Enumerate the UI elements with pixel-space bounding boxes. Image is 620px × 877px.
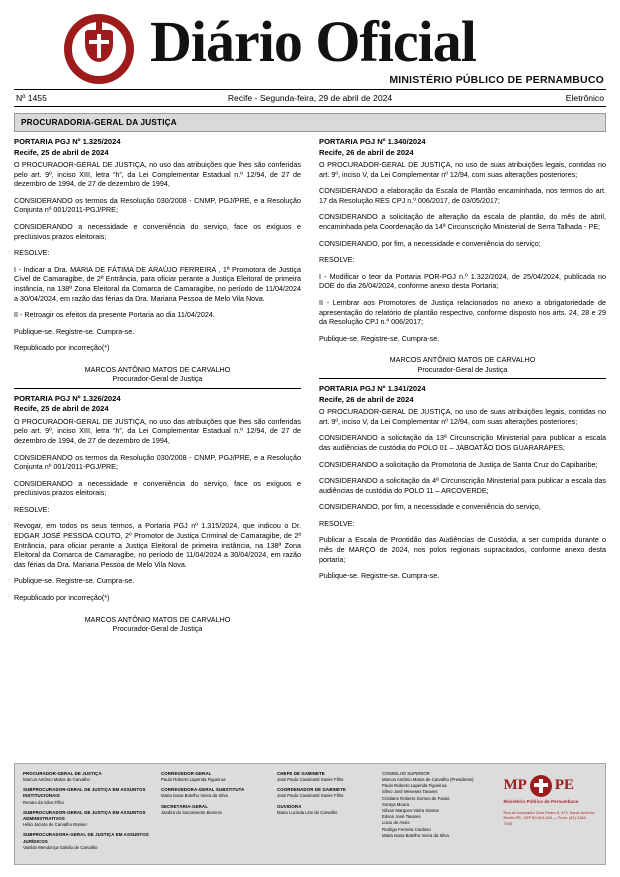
act-signature [319,355,606,374]
column-right [315,137,606,637]
footer-column-corregedoria [161,771,271,855]
footer-entry [161,804,271,816]
act-paragraph: CONSIDERANDO a necessidade e conveniência do serviço, face os exíguos e preclusivos prazos eleitorais; [14,221,301,241]
act-paragraph: Publique-se. Registre-se. Cumpra-se. [14,326,135,336]
footer-entry-name: Marcos Antônio Matos de Carvalho [23,776,90,782]
act-paragraph: II - Retroagir os efeitos da presente Portaria ao dia 11/04/2024. [14,310,215,320]
act-paragraph: Republicado por incorreção(*) [14,593,110,603]
act-paragraph: Publique-se. Registre-se. Cumpra-se. [14,576,135,586]
act-paragraph: II - Lembrar aos Promotores de Justiça relacionados no anexo a obrigatoriedade de apresentação do relatório de plantão respectivo, conforme disposto nos arts. 24, 28 e 29 da Resolução CPJ n.º 006/2017; [319,297,606,327]
footer-entry-name: José Paulo Cavalcanti Xavier Filho [277,776,344,782]
footer-column-pgj [23,771,155,855]
footer-entry-title: CONSELHO SUPERIOR [382,770,430,776]
footer-entry-name: Vanildo Mendonça Galvão de Carvalho [23,844,98,850]
footer-entry-name: José Paulo Cavalcanti Xavier Filho [277,793,344,799]
logo-crest-icon [530,775,552,797]
footer-entry-title: OUVIDORA [277,803,302,809]
act-paragraph: CONSIDERANDO a necessidade e conveniência do serviço, face os exíguos e preclusivos prazos eleitorais; [14,478,301,498]
footer-entry-name: Rodrigo Ferreira Cardoso [382,826,431,832]
act-paragraph: CONSIDERANDO a solicitação da Promotoria de Justiça de Santa Cruz do Capibaribe; [319,459,598,469]
act-paragraph: RESOLVE: [319,255,355,265]
logo-pe-text: PE [554,777,574,794]
footer-entry-name: Maria Lucinda Lins de Carvalho [277,809,338,815]
footer-column-conselho [382,771,498,855]
act-paragraph: Revogar, em todos os seus termos, a Portaria PGJ nº 1.315/2024, que indicou o Dr. EDGAR JOSÉ PESSOA COUTO, 2º Promotor de Justiça Criminal de Camaragibe, de 2ª Entrância, para oficiar perante a Justiça Eleitoral de primeira instância, na 138ª Zona Eleitoral da Comarca de Camaragibe, no período de 11/04/2024 a 30/04/2024, em razão das férias da Dra. Mariana Pessoa de Melo Vila Nova. [14,521,301,569]
act-title: PORTARIA PGJ Nº 1.325/2024 [14,137,121,146]
act-paragraph: O PROCURADOR-GERAL DE JUSTIÇA, no uso de suas atribuições legais, contidas no art. 9º, inciso V, da Lei Complementar nº 12/94, com suas alterações posteriores; [319,160,606,179]
masthead-subtitle: MINISTÉRIO PÚBLICO DE PERNAMBUCO [389,74,604,86]
masthead-title-block [136,9,606,86]
act-paragraph: O PROCURADOR-GERAL DE JUSTIÇA, no uso das atribuições que lhes são conferidas pelo art. 9º, inciso XIII, letra “h”, da Lei Complementar Estadual n.º 12/94, de 27 de dezembro de 1994, de 27 de dezembro de 1994, [14,160,301,189]
footer-entry-title: COORDENADOR DE GABINETE [277,787,346,793]
footer-entry-title: CORREGEDORA-GERAL SUBSTITUTA [161,787,245,793]
footer-entry-name: Sílvio José Meneses Tavares [382,789,438,795]
logo-mp-text: MP [503,777,527,794]
footer-entry-title: SUBPROCURADOR-GERAL DE JUSTIÇA EM ASSUNTOS ADMINISTRATIVOS [23,809,146,821]
issue-number: Nº 1455 [16,93,47,103]
act-paragraph: Publicar a Escala de Prontidão das Audiências de Custódia, a ser cumprida durante o mês de MARÇO de 2024, nos polos regionais supracitados, conforme anexo desta portaria; [319,535,606,564]
issue-bar [14,89,606,107]
divider [14,388,301,389]
act-paragraph: CONSIDERANDO, por fim, a necessidade e conveniência do serviço, [319,502,541,512]
footer-masthead [14,763,606,865]
act-date: Recife, 25 de abril de 2024 [14,147,109,157]
footer-entry-name: Paulo Roberto Lapenda Figueiroa [382,783,447,789]
act-item [319,137,606,374]
signature-name: MARCOS ANTÔNIO MATOS DE CARVALHO [84,614,231,624]
signature-role: Procurador-Geral de Justiça [112,624,203,634]
act-paragraph: Publique-se. Registre-se. Cumpra-se. [319,333,440,343]
footer-entry [277,787,376,799]
footer-entry-name: Maria Ivana Botelho Vieira da Silva [161,793,228,799]
footer-entry-title: PROCURADOR-GERAL DE JUSTIÇA [23,770,102,776]
act-paragraph: CONSIDERANDO, por fim, a necessidade e conveniência do serviço; [319,238,541,248]
footer-entry [277,771,376,783]
act-paragraph: CONSIDERANDO a solicitação da 4ª Circunscrição Ministerial para publicar a escala das audiências de custódia do POLO 11 – ARCOVERDE; [319,476,606,495]
act-title: PORTARIA PGJ Nº 1.341/2024 [319,384,426,394]
act-paragraph: RESOLVE: [14,248,50,258]
footer-entry-name: Maria Ivana Botelho Vieira da Silva [382,832,449,838]
act-paragraph: CONSIDERANDO a solicitação de alteração da escala de plantão, do mês de abril, encaminhada pela Coordenação da 14ª Circunscrição Ministerial de Serra Talhada - PE; [319,212,606,231]
issue-format: Eletrônico [565,93,604,103]
footer-entry [23,787,155,806]
issue-date: Recife - Segunda-feira, 29 de abril de 2024 [227,93,393,103]
footer-entry-title: CORREGEDOR-GERAL [161,770,212,776]
signature-role: Procurador-Geral de Justiça [112,374,203,384]
footer-entry-name: Lúcio de Assis [382,820,410,826]
act-date: Recife, 26 de abril de 2024 [319,394,414,404]
mppe-crest-icon [62,12,136,86]
footer-entry-name: Jandira do Sacramento Bezerra [161,809,222,815]
signature-name: MARCOS ANTÔNIO MATOS DE CARVALHO [84,364,231,374]
signature-role: Procurador-Geral de Justiça [417,364,508,374]
divider [319,378,606,379]
act-paragraph: O PROCURADOR-GERAL DE JUSTIÇA, no uso das atribuições que lhes são conferidas pelo art. 9º, inciso XIII, letra “h”, da Lei Complementar Estadual n.º 12/94, de 27 de dezembro de 1994, de 27 de dezembro de 1994, [14,416,301,445]
act-paragraph: I - Indicar a Dra. MARIA DE FÁTIMA DE ARAÚJO FERREIRA , 1ª Promotora de Justiça Cível de Camaragibe, de 2ª Entrância, para oficiar perante a Justiça Eleitoral de primeira instância, na 138ª Zona Eleitoral da Comarca de Camaragibe, no período de 11/04/2024 a 30/04/2024, em razão das férias da Dra. Mariana Pessoa de Melo Vila Nova. [14,264,301,303]
act-paragraph: RESOLVE: [14,504,50,514]
page-title: Diário Oficial [150,9,476,74]
footer-entry [23,810,155,829]
act-paragraph: CONSIDERANDO a elaboração da Escala de Plantão encaminhada, nos termos do art. 17 da Resolução RES CPJ n.º 006/2017, de 03/05/2017; [319,186,606,205]
content-columns [14,137,606,637]
footer-entry-name: Cristiane Roberto Gomes de Farias [382,795,450,801]
footer-entry-title: SECRETÁRIA-GERAL [161,803,208,809]
act-paragraph: CONSIDERANDO os termos da Resolução 030/2008 - CNMP, PGJ/PRE, e a Resolução Conjunta nº 001/2011-PGJ/PRE; [14,452,301,472]
footer-entry [161,771,271,783]
footer-entry-name: Paulo Roberto Lapenda Figueiroa [161,776,226,782]
act-title: PORTARIA PGJ Nº 1.340/2024 [319,137,426,146]
footer-entry-name: Hélio Jacinto de Carvalho Ramier [23,822,88,828]
act-paragraph: Republicado por incorreção(*) [14,343,110,353]
act-item [14,394,301,634]
act-paragraph: I - Modificar o teor da Portaria POR-PGJ n.º 1.322/2024, de 25/04/2024, publicada no DOE do dia 26/04/2024, conforme anexo desta Portaria; [319,271,606,291]
footer-entry-title: SUBPROCURADOR-GERAL DE JUSTIÇA EM ASSUNTOS INSTITUCIONAIS [23,787,146,799]
section-header: PROCURADORIA-GERAL DA JUSTIÇA [14,113,606,132]
footer-entry [277,804,376,816]
footer-entry-title: SUBPROCURADORA-GERAL DE JUSTIÇA EM ASSUNTOS JURÍDICOS [23,832,149,844]
footer-entry [23,832,155,851]
footer-entry-name: Edson José Tavares [382,814,421,820]
mppe-logo [504,775,596,826]
footer-entry-name: Soraya Moura [382,801,409,807]
logo-tagline: Ministério Público de Pernambuco [503,798,579,804]
column-left [14,137,305,637]
footer-entry-name: Gilvan Marques Vieira Santos [382,807,439,813]
act-date: Recife, 26 de abril de 2024 [319,147,414,157]
act-paragraph: RESOLVE: [319,518,355,528]
act-signature [14,615,301,634]
footer-column-gabinete [277,771,376,855]
footer-entry-name: Renato da Silva Filho [23,799,64,805]
act-item [14,137,301,384]
act-date: Recife, 25 de abril de 2024 [14,404,109,414]
act-item [319,384,606,581]
act-paragraph: O PROCURADOR-GERAL DE JUSTIÇA, no uso de suas atribuições legais, contidas no art. 9º, inciso V, da Lei Complementar nº 12/94, com suas alterações posteriores; [319,407,606,426]
act-title: PORTARIA PGJ Nº 1.326/2024 [14,393,121,403]
act-signature [14,365,301,384]
act-paragraph: CONSIDERANDO a solicitação da 13ª Circunscrição Ministerial para publicar a escala das audiências de custódia do POLO 01 – JABOATÃO DOS GUARARAPES; [319,433,606,452]
footer-entry [23,771,155,783]
footer-entry [161,787,271,799]
masthead [14,0,606,86]
act-paragraph: CONSIDERANDO os termos da Resolução 030/2008 - CNMP, PGJ/PRE, e a Resolução Conjunta nº 001/2011-PGJ/PRE; [14,195,301,215]
footer-entry-title: CHEFE DE GABINETE [277,770,325,776]
footer-column-logo [504,771,598,855]
logo-address: Rua do Imperador Dom Pedro II, 473, Santo Antônio, Recife-PE, CEP 50.010-240 — Fone: (81) 3182-7000 [503,809,595,826]
footer-entry-name: Marcos Antônio Matos de Carvalho (Presidente) [382,776,474,782]
act-paragraph: Publique-se. Registre-se. Cumpra-se. [319,571,440,581]
signature-name: MARCOS ANTÔNIO MATOS DE CARVALHO [389,355,536,365]
